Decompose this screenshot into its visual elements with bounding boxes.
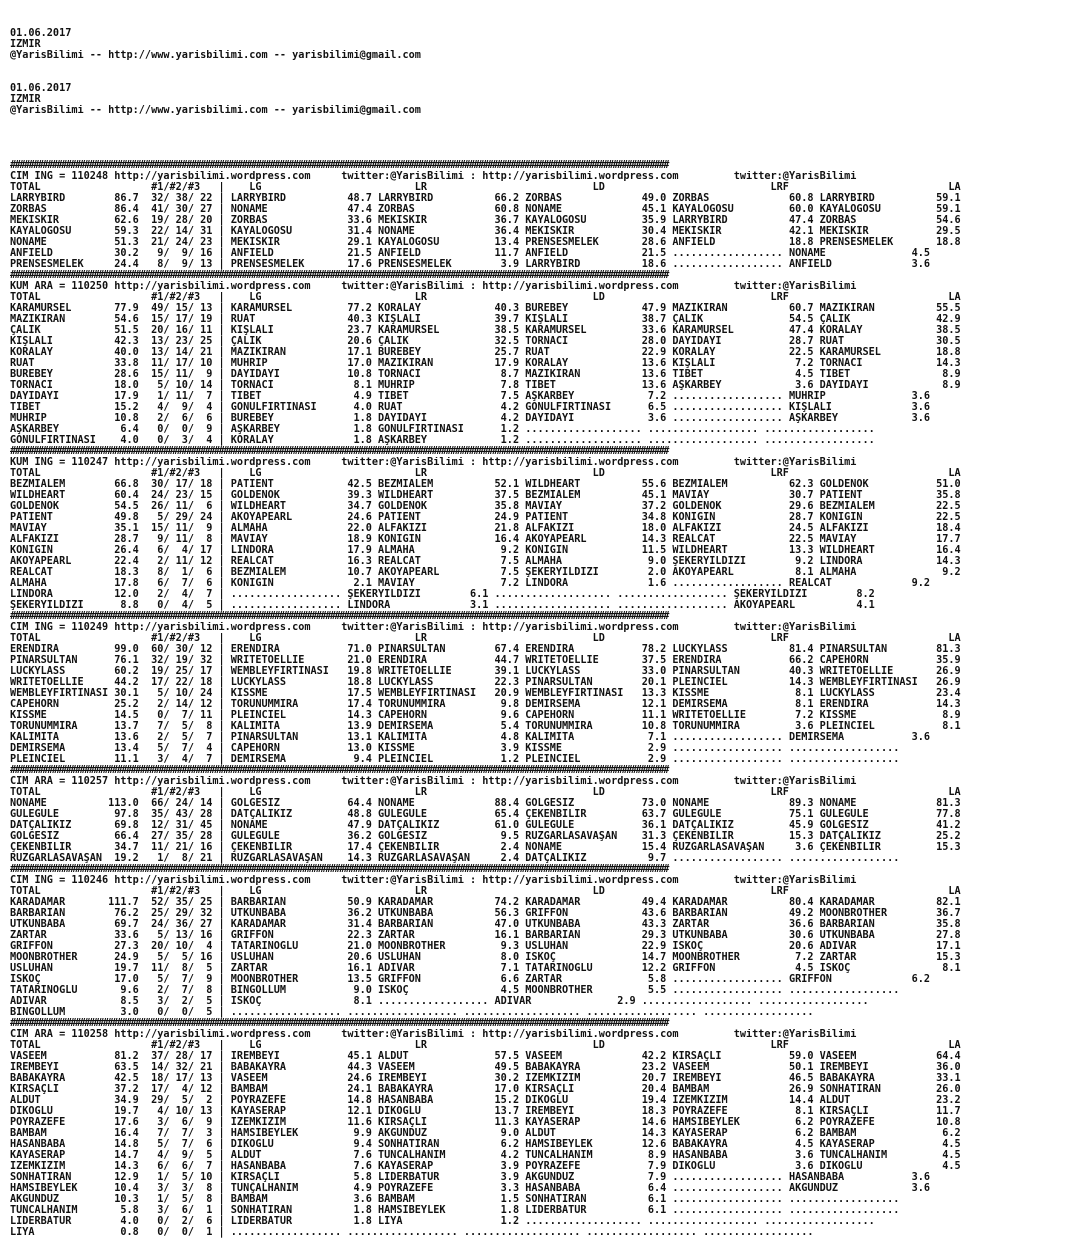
separator-line: ############################################################################################################################################## bbox=[10, 160, 668, 171]
table-row: KORALAY 40.0 13/ 14/ 21 | MAZIKIRAN 17.1 BUREBEY 25.7 RUAT 22.9 KORALAY 22.5 KARAMÜRSEL 18.8 bbox=[10, 347, 961, 358]
table-row: BEZMİALEM 66.8 30/ 17/ 18 | PATIENT 42.5 BEZMİALEM 52.1 WILDHEART 55.6 BEZMİALEM 62.3 GOLDENOK 51.0 bbox=[10, 479, 961, 490]
separator-line: ############################################################################################################################################## bbox=[10, 864, 668, 875]
race-title: CIM ING = 110249 http://yarisbilimi.wordpress.com twitter:@YarisBilimi : http://yarisbilimi.wordpress.com twitter:@YarisBilimi bbox=[10, 622, 857, 633]
race-title: KUM ING = 110247 http://yarisbilimi.wordpress.com twitter:@YarisBilimi : http://yarisbilimi.wordpress.com twitter:@YarisBilimi bbox=[10, 457, 857, 468]
table-row: ÇEKENBİLİR 34.7 11/ 21/ 16 | ÇEKENBİLİR 17.4 ÇEKENBİLİR 2.4 NONAME 15.4 RÜZGARLASAVAŞAN 3.6 ÇEKENBİLİR 15.3 bbox=[10, 842, 961, 853]
separator-line: ############################################################################################################################################## bbox=[10, 270, 668, 281]
table-row: DAYIDAYI 17.9 1/ 11/ 7 | TİBET 4.9 TİBET 7.5 AŞKARBEY 7.2 .................. MUHRİP 3.6 bbox=[10, 391, 931, 402]
document-header bbox=[10, 28, 1070, 138]
table-row: LİYA 0.8 0/ 0/ 1 | .................. .................. ................... .................. .................. bbox=[10, 1227, 814, 1238]
table-row: ADIVAR 8.5 3/ 2/ 5 | İSKOÇ 8.1 .................. ADIVAR 2.9 .................. .................. bbox=[10, 996, 869, 1007]
race-block bbox=[10, 1018, 1070, 1238]
race-title: CIM ARA = 110258 http://yarisbilimi.wordpress.com twitter:@YarisBilimi : http://yarisbilimi.wordpress.com twitter:@YarisBilimi bbox=[10, 1029, 857, 1040]
separator-line: ############################################################################################################################################## bbox=[10, 446, 668, 457]
table-row: PINARSULTAN 76.1 32/ 19/ 32 | WRITETOELLIE 21.0 ERENDIRA 44.7 WRITETOELLIE 37.5 ERENDIRA 66.2 CAPEHORN 35.9 bbox=[10, 655, 961, 666]
column-headers: TOTAL #1/#2/#3 | LG LR LD LRF LA bbox=[10, 468, 961, 479]
table-row: TORNACI 18.0 5/ 10/ 14 | TORNACI 8.1 MUHRİP 7.8 TİBET 13.6 AŞKARBEY 3.6 DAYIDAYI 8.9 bbox=[10, 380, 961, 391]
race-block bbox=[10, 270, 1070, 446]
table-row: KAYASERAP 14.7 4/ 9/ 5 | ALDUT 7.6 TUNCALHANIM 4.2 TUNCALHANIM 8.9 HASANBABA 3.6 TUNCALHANIM 4.5 bbox=[10, 1150, 961, 1161]
table-row: GRIFFON 27.3 20/ 10/ 4 | TATARİNOĞLU 21.0 MOONBROTHER 9.3 USLUHAN 22.9 İSKOÇ 20.6 ADIVAR 17.1 bbox=[10, 941, 961, 952]
table-row: GOLDENOK 54.5 26/ 11/ 6 | WILDHEART 34.7 GOLDENOK 35.8 MAVİAY 37.2 GOLDENOK 29.6 BEZMİALEM 22.5 bbox=[10, 501, 961, 512]
header-line: @YarisBilimi -- http://www.yarisbilimi.com -- yarisbilimi@gmail.com bbox=[10, 105, 421, 116]
table-row: RÜZGARLASAVAŞAN 19.2 1/ 8/ 21 | RÜZGARLASAVAŞAN 14.3 RÜZGARLASAVAŞAN 2.4 DATÇALIKIZ 9.7 .................. .................. bbox=[10, 853, 900, 864]
table-row: ERENDIRA 99.0 60/ 30/ 12 | ERENDIRA 71.0 PINARSULTAN 67.4 ERENDIRA 78.2 LUCKYLASS 81.4 PINARSULTAN 81.3 bbox=[10, 644, 961, 655]
table-row: POYRAZEFE 17.6 3/ 6/ 9 | İZEMKIZIM 11.6 KIRSAÇLI 11.3 KAYASERAP 14.6 HAMSİBEYLEK 6.2 POYRAZEFE 10.8 bbox=[10, 1117, 961, 1128]
table-row: GÖNÜLFIRTINASI 4.0 0/ 3/ 4 | KORALAY 1.8 AŞKARBEY 1.2 ................... .................. .................. bbox=[10, 435, 875, 446]
table-row: MAVİAY 35.1 15/ 11/ 9 | ALMAHA 22.0 ALFAKIZI 21.8 ALFAKIZI 18.0 ALFAKIZI 24.5 ALFAKIZI 18.4 bbox=[10, 523, 961, 534]
header-line bbox=[10, 116, 1070, 127]
table-row: RUAT 33.8 11/ 17/ 10 | MUHRİP 17.0 MAZIKIRAN 17.9 KORALAY 13.6 KIŞLALI 7.2 TORNACI 14.3 bbox=[10, 358, 961, 369]
table-row: ALMAHA 17.8 6/ 7/ 6 | KONIGIN 2.1 MAVİAY 7.2 LINDORA 1.6 .................. REALCAT 9.2 bbox=[10, 578, 931, 589]
table-row: KONIGIN 26.4 6/ 4/ 17 | LINDORA 17.9 ALMAHA 9.2 KONIGIN 11.5 WILDHEART 13.3 WILDHEART 16.4 bbox=[10, 545, 961, 556]
table-row: USLUHAN 19.7 11/ 8/ 5 | ZARTAR 16.1 ADIVAR 7.1 TATARİNOĞLU 12.2 GRIFFON 4.5 İSKOÇ 8.1 bbox=[10, 963, 961, 974]
table-row: İREMBEYİ 63.5 14/ 32/ 21 | BABAKAYRA 44.3 VASEEM 49.5 BABAKAYRA 23.2 VASEEM 50.1 İREMBEYİ 36.0 bbox=[10, 1062, 961, 1073]
table-row: AŞKARBEY 6.4 0/ 0/ 9 | AŞKARBEY 1.8 GÖNÜLFIRTINASI 1.2 ................... .................. .................. bbox=[10, 424, 875, 435]
table-row: BINGOLLÜM 3.0 0/ 0/ 5 | .................. .................. ................... .................. .................. bbox=[10, 1007, 814, 1018]
race-title: CIM ING = 110248 http://yarisbilimi.wordpress.com twitter:@YarisBilimi : http://yarisbilimi.wordpress.com twitter:@YarisBilimi bbox=[10, 171, 857, 182]
table-row: CAPEHORN 25.2 2/ 14/ 12 | TORUNUMMİRA 17.4 TORUNUMMİRA 9.8 DEMİRSEMA 12.1 DEMİRSEMA 8.1 ERENDIRA 14.3 bbox=[10, 699, 961, 710]
header-line bbox=[10, 127, 1070, 138]
race-title: CIM ING = 110246 http://yarisbilimi.wordpress.com twitter:@YarisBilimi : http://yarisbilimi.wordpress.com twitter:@YarisBilimi bbox=[10, 875, 857, 886]
table-row: ŞEKERYILDIZI 8.8 0/ 4/ 5 | .................. LINDORA 3.1 ................... .................. AKOYAPEARL 4.1 bbox=[10, 600, 875, 611]
table-row: UTKUNBABA 69.7 24/ 36/ 27 | KARADAMAR 31.4 BARBARIAN 47.0 UTKUNBABA 43.3 ZARTAR 36.6 BARBARIAN 35.8 bbox=[10, 919, 961, 930]
table-row: ZORBAS 86.4 41/ 30/ 27 | NONAME 47.4 ZORBAS 60.8 NONAME 45.1 KAYALOGOSU 60.0 KAYALOGOSU 59.1 bbox=[10, 204, 961, 215]
table-row: LINDORA 12.0 2/ 4/ 7 | .................. ŞEKERYILDIZI 6.1 ................... .................. ŞEKERYILDIZI 8.2 bbox=[10, 589, 875, 600]
header-line: @YarisBilimi -- http://www.yarisbilimi.com -- yarisbilimi@gmail.com bbox=[10, 50, 421, 61]
table-row: WEMBLEYFIRTINASI 30.1 5/ 10/ 24 | KISSME 17.5 WEMBLEYFIRTINASI 20.9 WEMBLEYFIRTINASI 13.3 KISSME 8.1 LUCKYLASS 23.4 bbox=[10, 688, 961, 699]
table-row: KALIMITA 13.6 2/ 5/ 7 | PINARSULTAN 13.1 KALIMITA 4.8 KALIMITA 7.1 .................. DEMİRSEMA 3.6 bbox=[10, 732, 931, 743]
table-row: MAZIKIRAN 54.6 15/ 17/ 19 | RUAT 40.3 KIŞLALI 39.7 KIŞLALI 38.7 ÇALIK 54.5 ÇALIK 42.9 bbox=[10, 314, 961, 325]
race-title: KUM ARA = 110250 http://yarisbilimi.wordpress.com twitter:@YarisBilimi : http://yarisbilimi.wordpress.com twitter:@YarisBilimi bbox=[10, 281, 857, 292]
table-row: ALFAKIZI 28.7 9/ 11/ 8 | MAVİAY 18.9 KONIGIN 16.4 AKOYAPEARL 14.3 REALCAT 22.5 MAVİAY 17.7 bbox=[10, 534, 961, 545]
separator-line: ############################################################################################################################################## bbox=[10, 1018, 668, 1029]
table-row: LARRYBIRD 86.7 32/ 38/ 22 | LARRYBIRD 48.7 LARRYBIRD 66.2 ZORBAS 49.0 ZORBAS 60.8 LARRYBIRD 59.1 bbox=[10, 193, 961, 204]
table-row: TATARİNOĞLU 9.6 2/ 7/ 8 | BINGOLLÜM 9.0 İSKOÇ 4.5 MOONBROTHER 5.5 .................. .................. bbox=[10, 985, 900, 996]
table-row: TİBET 15.2 4/ 9/ 4 | GÖNÜLFIRTINASI 4.0 RUAT 4.2 GÖNÜLFIRTINASI 6.5 .................. KIŞLALI 3.6 bbox=[10, 402, 931, 413]
table-row: TUNCALHANIM 5.8 3/ 6/ 1 | SONHATIRAN 1.8 HAMSİBEYLEK 1.8 LİDERBATUR 6.1 .................. .................. bbox=[10, 1205, 900, 1216]
table-row: İSKOÇ 17.0 5/ 7/ 9 | MOONBROTHER 13.5 GRIFFON 6.6 ZARTAR 5.8 .................. GRIFFON 6.2 bbox=[10, 974, 931, 985]
table-row: REALCAT 18.3 8/ 1/ 6 | BEZMİALEM 10.7 AKOYAPEARL 7.5 ŞEKERYILDIZI 2.0 AKOYAPEARL 8.1 ALMAHA 9.2 bbox=[10, 567, 961, 578]
table-row: BARBARIAN 76.2 25/ 29/ 32 | UTKUNBABA 36.2 UTKUNBABA 56.3 GRIFFON 43.6 BARBARIAN 49.2 MOONBROTHER 36.7 bbox=[10, 908, 961, 919]
column-headers: TOTAL #1/#2/#3 | LG LR LD LRF LA bbox=[10, 1040, 961, 1051]
table-row: ZARTAR 33.6 5/ 13/ 16 | GRIFFON 22.3 ZARTAR 16.1 BARBARIAN 29.3 UTKUNBABA 30.6 UTKUNBABA 27.8 bbox=[10, 930, 961, 941]
table-row: KIRSAÇLI 37.2 17/ 4/ 12 | BAMBAM 24.1 BABAKAYRA 17.0 KIRSAÇLI 20.4 BAMBAM 26.9 SONHATIRAN 26.0 bbox=[10, 1084, 961, 1095]
table-row: AKOYAPEARL 22.4 2/ 11/ 12 | REALCAT 16.3 REALCAT 7.5 ALMAHA 9.0 ŞEKERYILDIZI 9.2 LINDORA 14.3 bbox=[10, 556, 961, 567]
table-row: PATIENT 49.8 5/ 29/ 24 | AKOYAPEARL 24.6 PATIENT 24.9 PATIENT 34.8 KONIGIN 28.7 KONIGIN 22.5 bbox=[10, 512, 961, 523]
table-row: HAMSİBEYLEK 10.4 3/ 3/ 8 | TUNÇALHANIM 4.9 POYRAZEFE 3.3 HASANBABA 6.4 .................. AKGÜNDÜZ 3.6 bbox=[10, 1183, 931, 1194]
race-block bbox=[10, 446, 1070, 611]
table-row: BABAKAYRA 42.5 18/ 17/ 13 | VASEEM 24.6 İREMBEYİ 30.2 İZEMKIZIM 20.7 İREMBEYİ 46.5 BABAKAYRA 33.1 bbox=[10, 1073, 961, 1084]
table-row: MEKİSKİR 62.6 19/ 28/ 20 | ZORBAS 33.6 MEKİSKİR 36.7 KAYALOGOSU 35.9 LARRYBIRD 47.4 ZORBAS 54.6 bbox=[10, 215, 961, 226]
table-row: PRENSESMELEK 24.4 8/ 9/ 13 | PRENSESMELEK 17.6 PRENSESMELEK 3.9 LARRYBIRD 18.6 .................. ANFIELD 3.6 bbox=[10, 259, 931, 270]
table-row: ALDUT 34.9 29/ 5/ 2 | POYRAZEFE 14.8 HASANBABA 15.2 DİKOGLU 19.4 İZEMKIZIM 14.4 ALDUT 23.2 bbox=[10, 1095, 961, 1106]
table-row: İZEMKIZIM 14.3 6/ 6/ 7 | HASANBABA 7.6 KAYASERAP 3.9 POYRAZEFE 7.9 DİKOGLU 3.6 DİKOGLU 4.5 bbox=[10, 1161, 961, 1172]
table-row: KISSME 14.5 0/ 7/ 11 | PLEINCIEL 14.3 CAPEHORN 9.6 CAPEHORN 11.1 WRITETOELLIE 7.2 KISSME 8.9 bbox=[10, 710, 961, 721]
table-row: LİDERBATUR 4.0 0/ 2/ 6 | LİDERBATUR 1.8 LİYA 1.2 ................... .................. .................. bbox=[10, 1216, 875, 1227]
race-results-document bbox=[10, 6, 1070, 1249]
table-row: NONAME 113.0 66/ 24/ 14 | GOLGESİZ 64.4 NONAME 88.4 GOLGESİZ 73.0 NONAME 89.3 NONAME 81.3 bbox=[10, 798, 961, 809]
table-row: MOONBROTHER 24.9 5/ 5/ 16 | USLUHAN 20.6 USLUHAN 8.0 İSKOÇ 14.7 MOONBROTHER 7.2 ZARTAR 15.3 bbox=[10, 952, 961, 963]
table-row: NONAME 51.3 21/ 24/ 23 | MEKİSKİR 29.1 KAYALOGOSU 13.4 PRENSESMELEK 28.6 ANFIELD 18.8 PRENSESMELEK 18.8 bbox=[10, 237, 961, 248]
table-row: VASEEM 81.2 37/ 28/ 17 | İREMBEYİ 45.1 ALDUT 57.5 VASEEM 42.2 KIRSAÇLI 59.0 VASEEM 64.4 bbox=[10, 1051, 961, 1062]
column-headers: TOTAL #1/#2/#3 | LG LR LD LRF LA bbox=[10, 886, 961, 897]
header-line: IZMIR bbox=[10, 39, 41, 50]
race-block bbox=[10, 765, 1070, 864]
table-row: GOLGESİZ 66.4 27/ 35/ 28 | GULEGULE 36.2 GOLGESİZ 9.5 RÜZGARLASAVAŞAN 31.3 ÇEKENBİLİR 15.3 DATÇALIKIZ 25.2 bbox=[10, 831, 961, 842]
table-row: WRITETOELLIE 44.2 17/ 22/ 18 | LUCKYLASS 18.8 LUCKYLASS 22.3 PINARSULTAN 20.1 PLEINCIEL 14.3 WEMBLEYFIRTINASI 26.9 bbox=[10, 677, 961, 688]
header-line: IZMIR bbox=[10, 94, 41, 105]
table-row: DATÇALIKIZ 69.8 12/ 31/ 45 | NONAME 47.9 DATÇALIKIZ 61.0 GULEGULE 36.1 DATÇALIKIZ 45.9 GOLGESİZ 41.2 bbox=[10, 820, 961, 831]
table-row: KIŞLALI 42.3 13/ 23/ 25 | ÇALIK 20.6 ÇALIK 32.5 TORNACI 28.0 DAYIDAYI 28.7 RUAT 30.5 bbox=[10, 336, 961, 347]
table-row: HASANBABA 14.8 5/ 7/ 6 | DİKOGLU 9.4 SONHATIRAN 6.2 HAMSİBEYLEK 12.6 BABAKAYRA 4.5 KAYASERAP 4.5 bbox=[10, 1139, 961, 1150]
table-row: KAYALOGOSU 59.3 22/ 14/ 31 | KAYALOGOSU 31.4 NONAME 36.4 MEKİSKİR 30.4 MEKİSKİR 42.1 MEKİSKİR 29.5 bbox=[10, 226, 961, 237]
race-block bbox=[10, 160, 1070, 270]
separator-line: ############################################################################################################################################## bbox=[10, 765, 668, 776]
table-row: DİKOGLU 19.7 4/ 10/ 13 | KAYASERAP 12.1 DİKOGLU 13.7 İREMBEYİ 18.3 POYRAZEFE 8.1 KIRSAÇLI 11.7 bbox=[10, 1106, 961, 1117]
table-row: ÇALIK 51.5 20/ 16/ 11 | KIŞLALI 23.7 KARAMÜRSEL 38.5 KARAMÜRSEL 33.6 KARAMÜRSEL 47.4 KORALAY 38.5 bbox=[10, 325, 961, 336]
table-row: KARAMÜRSEL 77.9 49/ 15/ 13 | KARAMÜRSEL 77.2 KORALAY 40.3 BUREBEY 47.9 MAZIKIRAN 60.7 MAZIKIRAN 55.5 bbox=[10, 303, 961, 314]
header-line: 01.06.2017 bbox=[10, 83, 72, 94]
race-blocks bbox=[10, 160, 1070, 1238]
header-line: 01.06.2017 bbox=[10, 28, 72, 39]
table-row: LUCKYLASS 60.2 19/ 25/ 17 | WEMBLEYFIRTINASI 19.8 WRITETOELLIE 39.1 LUCKYLASS 33.0 PINARSULTAN 40.3 WRITETOELLIE 26.9 bbox=[10, 666, 961, 677]
table-row: TORUNUMMİRA 13.7 7/ 5/ 8 | KALIMITA 13.9 DEMİRSEMA 5.4 TORUNUMMİRA 10.8 TORUNUMMİRA 3.6 PLEINCIEL 8.1 bbox=[10, 721, 961, 732]
header-line bbox=[10, 61, 1070, 72]
table-row: AKGÜNDÜZ 10.3 1/ 5/ 8 | BAMBAM 3.6 BAMBAM 1.5 SONHATIRAN 6.1 .................. .................. bbox=[10, 1194, 900, 1205]
column-headers: TOTAL #1/#2/#3 | LG LR LD LRF LA bbox=[10, 292, 961, 303]
table-row: WILDHEART 60.4 24/ 23/ 15 | GOLDENOK 39.3 WILDHEART 37.5 BEZMİALEM 45.1 MAVİAY 30.7 PATIENT 35.8 bbox=[10, 490, 961, 501]
table-row: SONHATIRAN 12.9 1/ 5/ 10 | KIRSAÇLI 5.8 LİDERBATUR 3.9 AKGÜNDÜZ 7.9 .................. HASANBABA 3.6 bbox=[10, 1172, 931, 1183]
table-row: KARADAMAR 111.7 52/ 35/ 25 | BARBARIAN 50.9 KARADAMAR 74.2 KARADAMAR 49.4 KARADAMAR 80.4 KARADAMAR 82.1 bbox=[10, 897, 961, 908]
table-row: BAMBAM 16.4 7/ 7/ 3 | HAMSİBEYLEK 9.9 AKGÜNDÜZ 9.0 ALDUT 14.3 KAYASERAP 6.2 BAMBAM 6.2 bbox=[10, 1128, 961, 1139]
race-block bbox=[10, 611, 1070, 765]
header-line bbox=[10, 72, 1070, 83]
table-row: MUHRİP 10.8 2/ 6/ 6 | BUREBEY 1.8 DAYIDAYI 4.2 DAYIDAYI 3.6 .................. AŞKARBEY 3.6 bbox=[10, 413, 931, 424]
table-row: PLEINCIEL 11.1 3/ 4/ 7 | DEMİRSEMA 9.4 PLEINCIEL 1.2 PLEINCIEL 2.9 .................. .................. bbox=[10, 754, 900, 765]
separator-line: ############################################################################################################################################## bbox=[10, 611, 668, 622]
column-headers: TOTAL #1/#2/#3 | LG LR LD LRF LA bbox=[10, 787, 961, 798]
column-headers: TOTAL #1/#2/#3 | LG LR LD LRF LA bbox=[10, 182, 961, 193]
table-row: DEMİRSEMA 13.4 5/ 7/ 4 | CAPEHORN 13.0 KISSME 3.9 KISSME 2.9 .................. .................. bbox=[10, 743, 900, 754]
table-row: GULEGULE 97.8 35/ 43/ 28 | DATÇALIKIZ 48.8 GULEGULE 65.4 ÇEKENBİLİR 63.7 GULEGULE 75.1 GULEGULE 77.8 bbox=[10, 809, 961, 820]
column-headers: TOTAL #1/#2/#3 | LG LR LD LRF LA bbox=[10, 633, 961, 644]
race-title: CIM ARA = 110257 http://yarisbilimi.wordpress.com twitter:@YarisBilimi : http://yarisbilimi.wordpress.com twitter:@YarisBilimi bbox=[10, 776, 857, 787]
table-row: BUREBEY 28.6 15/ 11/ 9 | DAYIDAYI 10.8 TORNACI 8.7 MAZIKIRAN 13.6 TİBET 4.5 TİBET 8.9 bbox=[10, 369, 961, 380]
race-block bbox=[10, 864, 1070, 1018]
table-row: ANFIELD 30.2 9/ 9/ 16 | ANFIELD 21.5 ANFIELD 11.7 ANFIELD 21.5 .................. NONAME 4.5 bbox=[10, 248, 931, 259]
